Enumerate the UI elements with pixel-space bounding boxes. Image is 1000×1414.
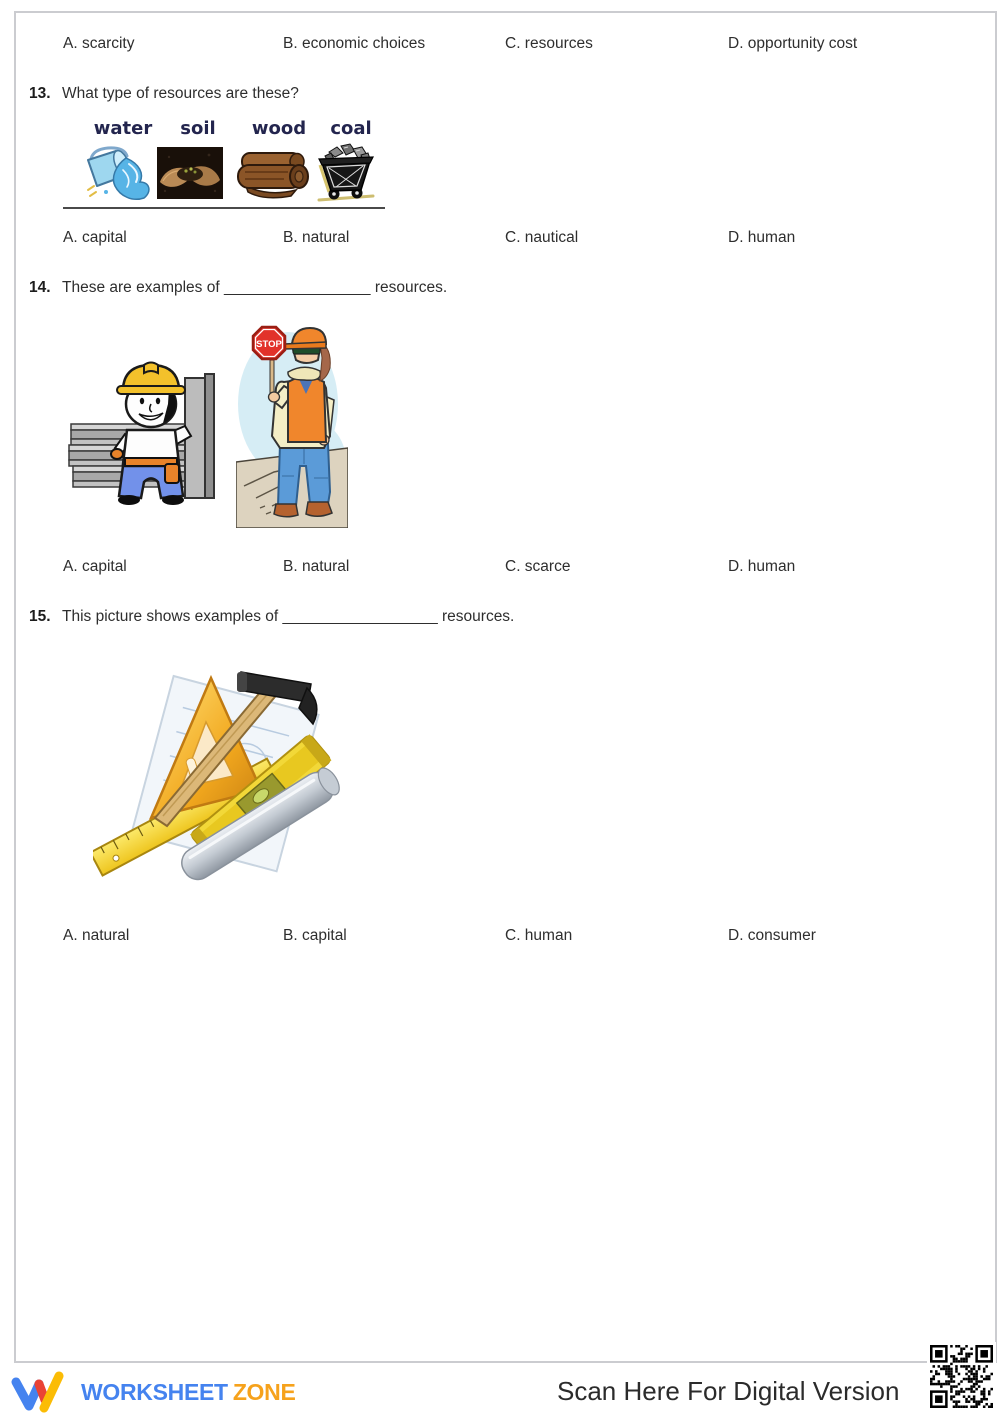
question-stem: This picture shows examples of __________________ resources. — [62, 608, 515, 625]
image-caption-coal: coal — [330, 118, 372, 139]
answer-option: B. natural — [283, 229, 350, 246]
tools-illustration — [93, 650, 351, 902]
coal-cart-icon — [317, 142, 375, 204]
image-caption-soil: soil — [180, 118, 216, 139]
answer-option: A. natural — [63, 927, 130, 944]
answer-option: A. capital — [63, 229, 127, 246]
brand-zone: ZONE — [232, 1379, 296, 1405]
answer-option: D. consumer — [728, 927, 816, 944]
worksheetzone-logo-icon — [10, 1360, 74, 1414]
question-number: 15. — [29, 608, 51, 625]
answer-option: D. human — [728, 558, 796, 575]
water-bucket-icon — [82, 144, 156, 202]
answer-option: D. human — [728, 229, 796, 246]
answer-option: A. scarcity — [63, 35, 135, 52]
answer-option: C. resources — [505, 35, 593, 52]
soil-photo — [157, 147, 223, 199]
answer-option: A. capital — [63, 558, 127, 575]
image-caption-water: water — [93, 118, 153, 139]
stop-sign-text: STOP — [256, 339, 282, 350]
question-number: 14. — [29, 279, 51, 296]
image-caption-wood: wood — [251, 118, 307, 139]
question-stem: What type of resources are these? — [62, 85, 299, 102]
qr-code — [927, 1342, 996, 1411]
answer-option: B. economic choices — [283, 35, 426, 52]
answer-option: C. nautical — [505, 229, 579, 246]
answer-option: B. natural — [283, 558, 350, 575]
answer-option: B. capital — [283, 927, 347, 944]
question-number: 13. — [29, 85, 51, 102]
construction-worker-illustration — [63, 352, 237, 506]
scan-here-label: Scan Here For Digital Version — [557, 1376, 900, 1406]
question-stem: These are examples of _________________ resources. — [62, 279, 448, 296]
answer-option: D. opportunity cost — [728, 35, 858, 52]
image-underline — [63, 207, 385, 209]
worksheetzone-wordmark — [81, 1379, 296, 1406]
answer-option: C. human — [505, 927, 573, 944]
brand-worksheet: WORKSHEET — [81, 1379, 228, 1405]
wood-logs-icon — [236, 146, 316, 200]
traffic-controller-illustration — [236, 316, 348, 528]
answer-option: C. scarce — [505, 558, 571, 575]
